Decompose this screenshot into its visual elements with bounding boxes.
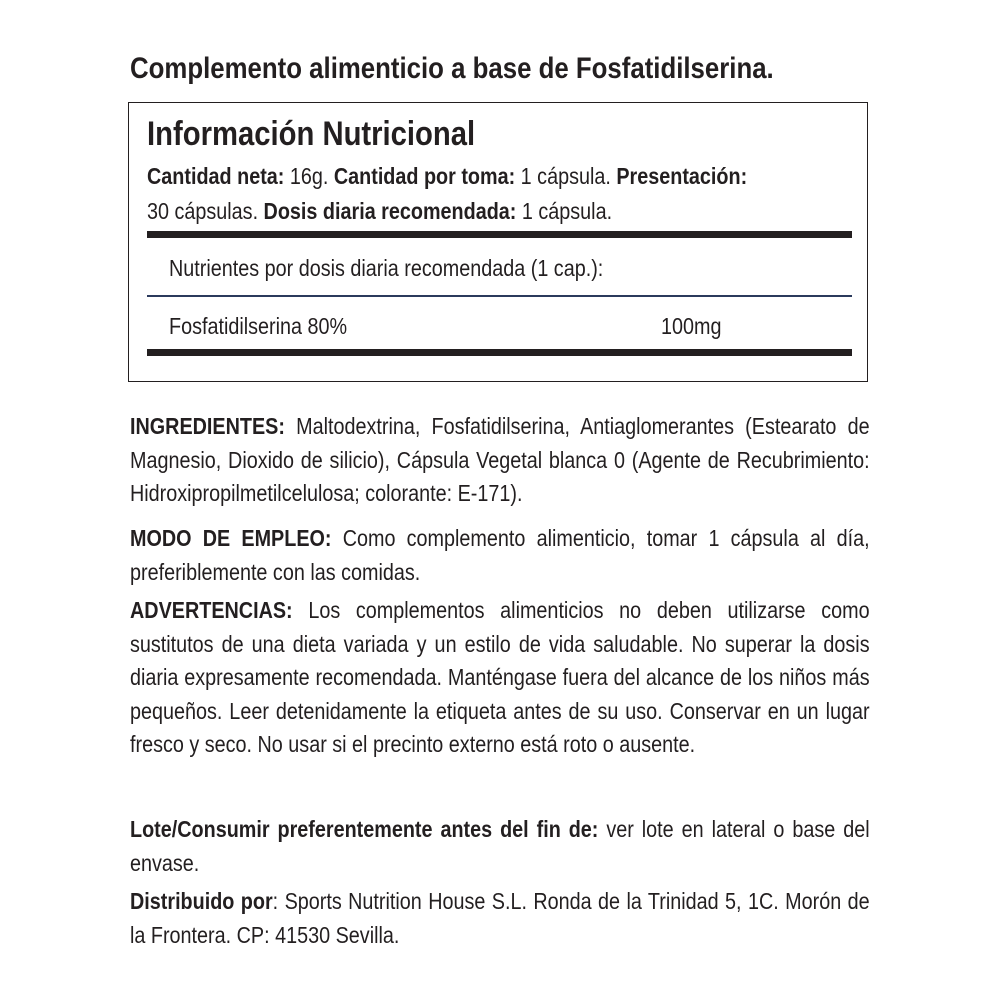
distributor-text: : Sports Nutrition House S.L. Ronda de la Trinidad 5, 1C. Morón de la Frontera. CP: 41530 Sevilla.	[130, 888, 870, 948]
presentation-label: Presentación:	[616, 163, 748, 189]
nutrient-name: Fosfatidilserina 80%	[169, 313, 348, 339]
nutrition-info-panel	[128, 102, 868, 382]
daily-dose-value: 1 cápsula.	[516, 198, 613, 224]
usage-label: MODO DE EMPLEO:	[130, 525, 332, 551]
usage-paragraph	[130, 522, 870, 589]
nutrition-meta-line-1	[147, 163, 747, 190]
presentation-value: 30 cápsulas.	[147, 198, 264, 224]
nutrition-meta-line-2	[147, 198, 612, 225]
serving-label: Cantidad por toma:	[333, 163, 516, 189]
panel-divider-top	[147, 231, 852, 238]
ingredients-text: Maltodextrina, Fosfatidilserina, Antiaglomerantes (Estearato de Magnesio, Dioxido de silicio), Cápsula Vegetal blanca 0 (Agente de Recubrimiento: Hidroxipropilmetilcelulosa; colorante: E-171).	[130, 413, 870, 506]
panel-divider-bottom	[147, 349, 852, 356]
panel-divider-thin	[147, 295, 852, 297]
product-title: Complemento alimenticio a base de Fosfatidilserina.	[130, 52, 774, 85]
warnings-label: ADVERTENCIAS:	[130, 597, 293, 623]
distributor-paragraph	[130, 885, 870, 952]
lot-paragraph	[130, 813, 870, 880]
serving-value: 1 cápsula.	[515, 163, 617, 189]
nutrition-panel-heading: Información Nutricional	[147, 115, 476, 153]
usage-text: Como complemento alimenticio, tomar 1 cápsula al día, preferiblemente con las comidas.	[130, 525, 870, 585]
ingredients-label: INGREDIENTES:	[130, 413, 285, 439]
lot-text: ver lote en lateral o base del envase.	[130, 816, 870, 876]
nutrient-amount: 100mg	[661, 313, 722, 339]
net-quantity-label: Cantidad neta:	[147, 163, 285, 189]
net-quantity-value: 16g.	[284, 163, 334, 189]
warnings-paragraph	[130, 594, 870, 762]
distributor-label: Distribuido por	[130, 888, 273, 914]
ingredients-paragraph	[130, 410, 870, 511]
nutrients-header: Nutrientes por dosis diaria recomendada (1 cap.):	[169, 255, 604, 281]
daily-dose-label: Dosis diaria recomendada:	[263, 198, 517, 224]
warnings-text: Los complementos alimenticios no deben utilizarse como sustitutos de una dieta variada y un estilo de vida saludable. No superar la dosis diaria expresamente recomendada. Manténgase fuera del alcance de los niños más pequeños. Leer detenidamente la etiqueta antes de su uso. Conservar en un lugar fresco y seco. No usar si el precinto externo está roto o ausente.	[130, 597, 870, 757]
lot-label: Lote/Consumir preferentemente antes del fin de:	[130, 816, 599, 842]
